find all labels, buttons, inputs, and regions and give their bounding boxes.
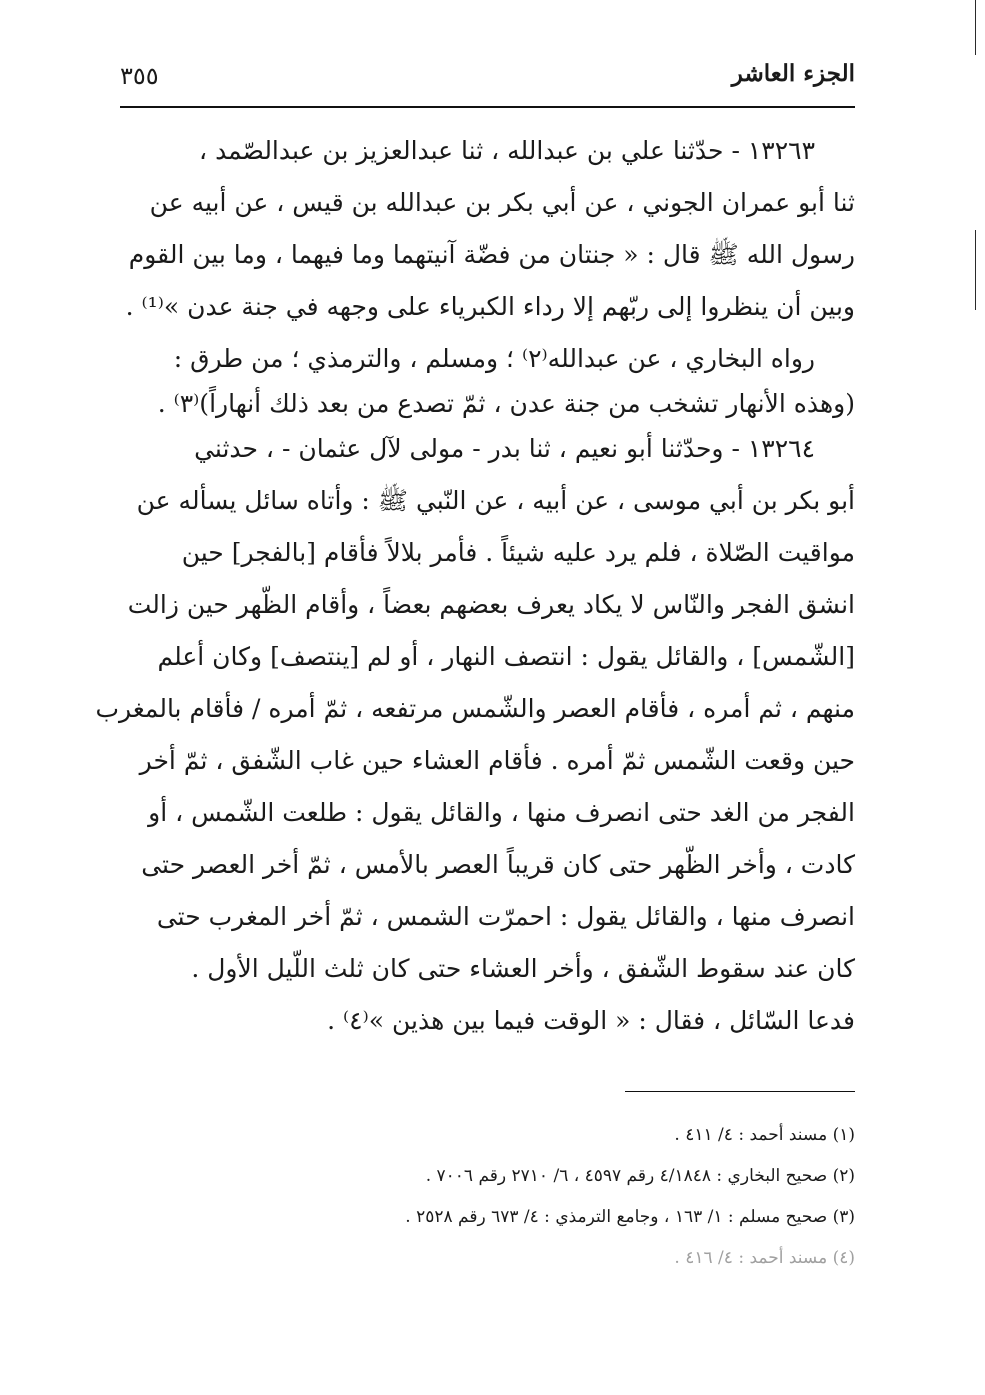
text-line: كادت ، وأخر الظّهر حتى كان قريباً العصر بالأمس ، ثمّ أخر العصر حتى xyxy=(141,850,855,879)
page-edge-line-middle xyxy=(975,230,976,310)
text-line: رسول الله ﷺ قال : « جنتان من فضّة آنيتهما وما فيهما ، وما بين القوم xyxy=(128,240,855,269)
text-line: [الشّمس] ، والقائل يقول : انتصف النهار ، أو لم [ينتصف] وكان أعلم xyxy=(157,642,855,671)
page-header xyxy=(120,58,855,98)
text-line: ١٣٢٦٣ - حدّثنا علي بن عبدالله ، ثنا عبدالعزيز بن عبدالصّمد ، xyxy=(199,136,815,165)
footnote: (٢) صحيح البخاري : ٤/١٨٤٨ رقم ٤٥٩٧ ، ٦/ ٢٧١٠ رقم ٧٠٠٦ . xyxy=(425,1166,855,1186)
footnote: (٣) صحيح مسلم : ١/ ١٦٣ ، وجامع الترمذي : ٤/ ٦٧٣ رقم ٢٥٢٨ . xyxy=(405,1207,855,1227)
text-line: حين وقعت الشّمس ثمّ أمره . فأقام العشاء حين غاب الشّفق ، ثمّ أخر xyxy=(139,746,855,775)
footnote: (٤) مسند أحمد : ٤/ ٤١٦ . xyxy=(674,1248,855,1268)
footnote: (١) مسند أحمد : ٤/ ٤١١ . xyxy=(674,1125,855,1145)
text-line: كان عند سقوط الشّفق ، وأخر العشاء حتى كان ثلث اللّيل الأول . xyxy=(191,954,855,983)
page-number: ٣٥٥ xyxy=(120,62,159,90)
text-line: رواه البخاري ، عن عبدالله⁽٢⁾ ؛ ومسلم ، والترمذي ؛ من طرق : xyxy=(173,344,815,373)
text-line: (وهذه الأنهار تشخب من جنة عدن ، ثمّ تصدع من بعد ذلك أنهاراً)⁽٣⁾ . xyxy=(157,389,855,418)
text-line: أبو بكر بن أبي موسى ، عن أبيه ، عن النّبي ﷺ : وأتاه سائل يسأله عن xyxy=(136,486,855,515)
text-line: مواقيت الصّلاة ، فلم يرد عليه شيئاً . فأمر بلالاً فأقام [بالفجر] حين xyxy=(181,538,855,567)
text-line: انصرف منها ، والقائل يقول : احمرّت الشمس ، ثمّ أخر المغرب حتى xyxy=(156,902,855,931)
page-edge-line-top xyxy=(975,0,976,55)
main-text xyxy=(95,125,855,1047)
text-line: فدعا السّائل ، فقال : « الوقت فيما بين هذين »⁽٤⁾ . xyxy=(327,1006,855,1035)
running-header-title: الجزء العاشر xyxy=(731,60,855,87)
text-line: منهم ، ثم أمره ، فأقام العصر والشّمس مرتفعه ، ثمّ أمره / فأقام بالمغرب xyxy=(95,694,855,723)
header-rule xyxy=(120,106,855,108)
text-line: ثنا أبو عمران الجوني ، عن أبي بكر بن عبدالله بن قيس ، عن أبيه عن xyxy=(149,188,855,217)
text-line: ١٣٢٦٤ - وحدّثنا أبو نعيم ، ثنا بدر - مولى لآل عثمان - ، حدثني xyxy=(194,434,815,463)
text-line: وبين أن ينظروا إلى ربّهم إلا رداء الكبرياء على وجهه في جنة عدن »⁽¹⁾ . xyxy=(125,292,855,321)
text-line: الفجر من الغد حتى انصرف منها ، والقائل يقول : طلعت الشّمس ، أو xyxy=(148,798,855,827)
text-line: انشق الفجر والنّاس لا يكاد يعرف بعضهم بعضاً ، وأقام الظّهر حين زالت xyxy=(127,590,855,619)
footnotes xyxy=(150,1118,855,1282)
footnote-separator xyxy=(625,1091,855,1092)
